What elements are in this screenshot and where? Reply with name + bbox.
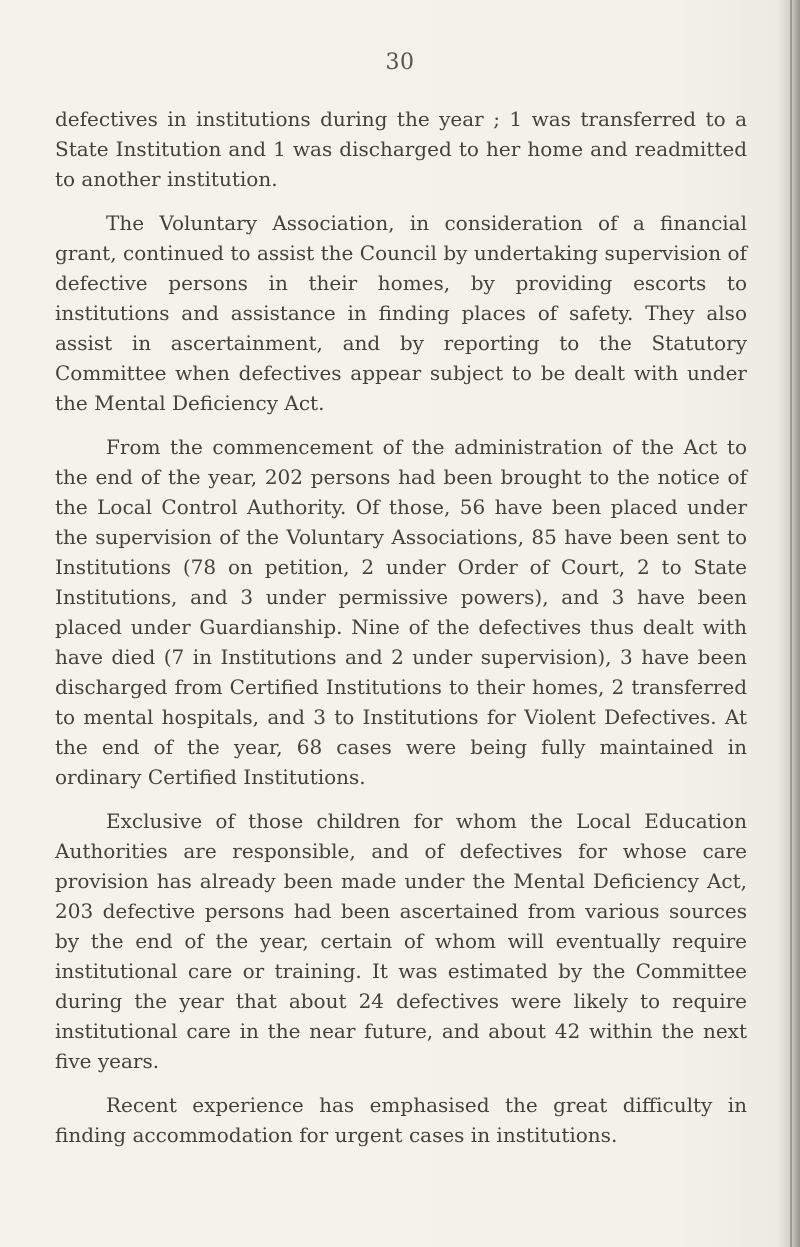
body-text [55,104,747,1164]
page-number: 30 [385,50,415,75]
paragraph-5: Recent experience has emphasised the great difficulty in finding accommodation for urgent cases in institutions. [55,1093,747,1147]
paragraph-3: From the commencement of the administration of the Act to the end of the year, 202 persons had been brought to the notice of the Local Control Authority. Of those, 56 have been placed under the supervision of the Voluntary Associations, 85 have been sent to Institutions (78 on petition, 2 under Order of Court, 2 to State Institutions, and 3 under permissive powers), and 3 have been placed under Guardianship. Nine of the defectives thus dealt with have died (7 in Institutions and 2 under supervision), 3 have been discharged from Certified Institutions to their homes, 2 transferred to mental hospitals, and 3 to Institutions for Violent Defectives. At the end of the year, 68 cases were being fully maintained in ordinary Certified Institutions. [55,435,747,789]
page-edge-shadow [778,0,800,1247]
paragraph-2: The Voluntary Association, in consideration of a financial grant, continued to assist the Council by undertaking supervision of defective persons in their homes, by providing escorts to institutions and assistance in finding places of safety. They also assist in ascertainment, and by reporting to the Statutory Committee when defectives appear subject to be dealt with under the Mental Deficiency Act. [55,211,747,415]
paragraph-1: defectives in institutions during the year ; 1 was transferred to a State Institution and 1 was discharged to her home and readmitted to another institution. [55,107,747,191]
paragraph-4: Exclusive of those children for whom the Local Education Authorities are responsible, and of defectives for whose care provision has already been made under the Mental Deficiency Act, 203 defective persons had been ascertained from various sources by the end of the year, certain of whom will eventually require institutional care or training. It was estimated by the Committee during the year that about 24 defectives were likely to require institutional care in the near future, and about 42 within the next five years. [55,809,747,1073]
page-edge-line [790,0,792,1247]
